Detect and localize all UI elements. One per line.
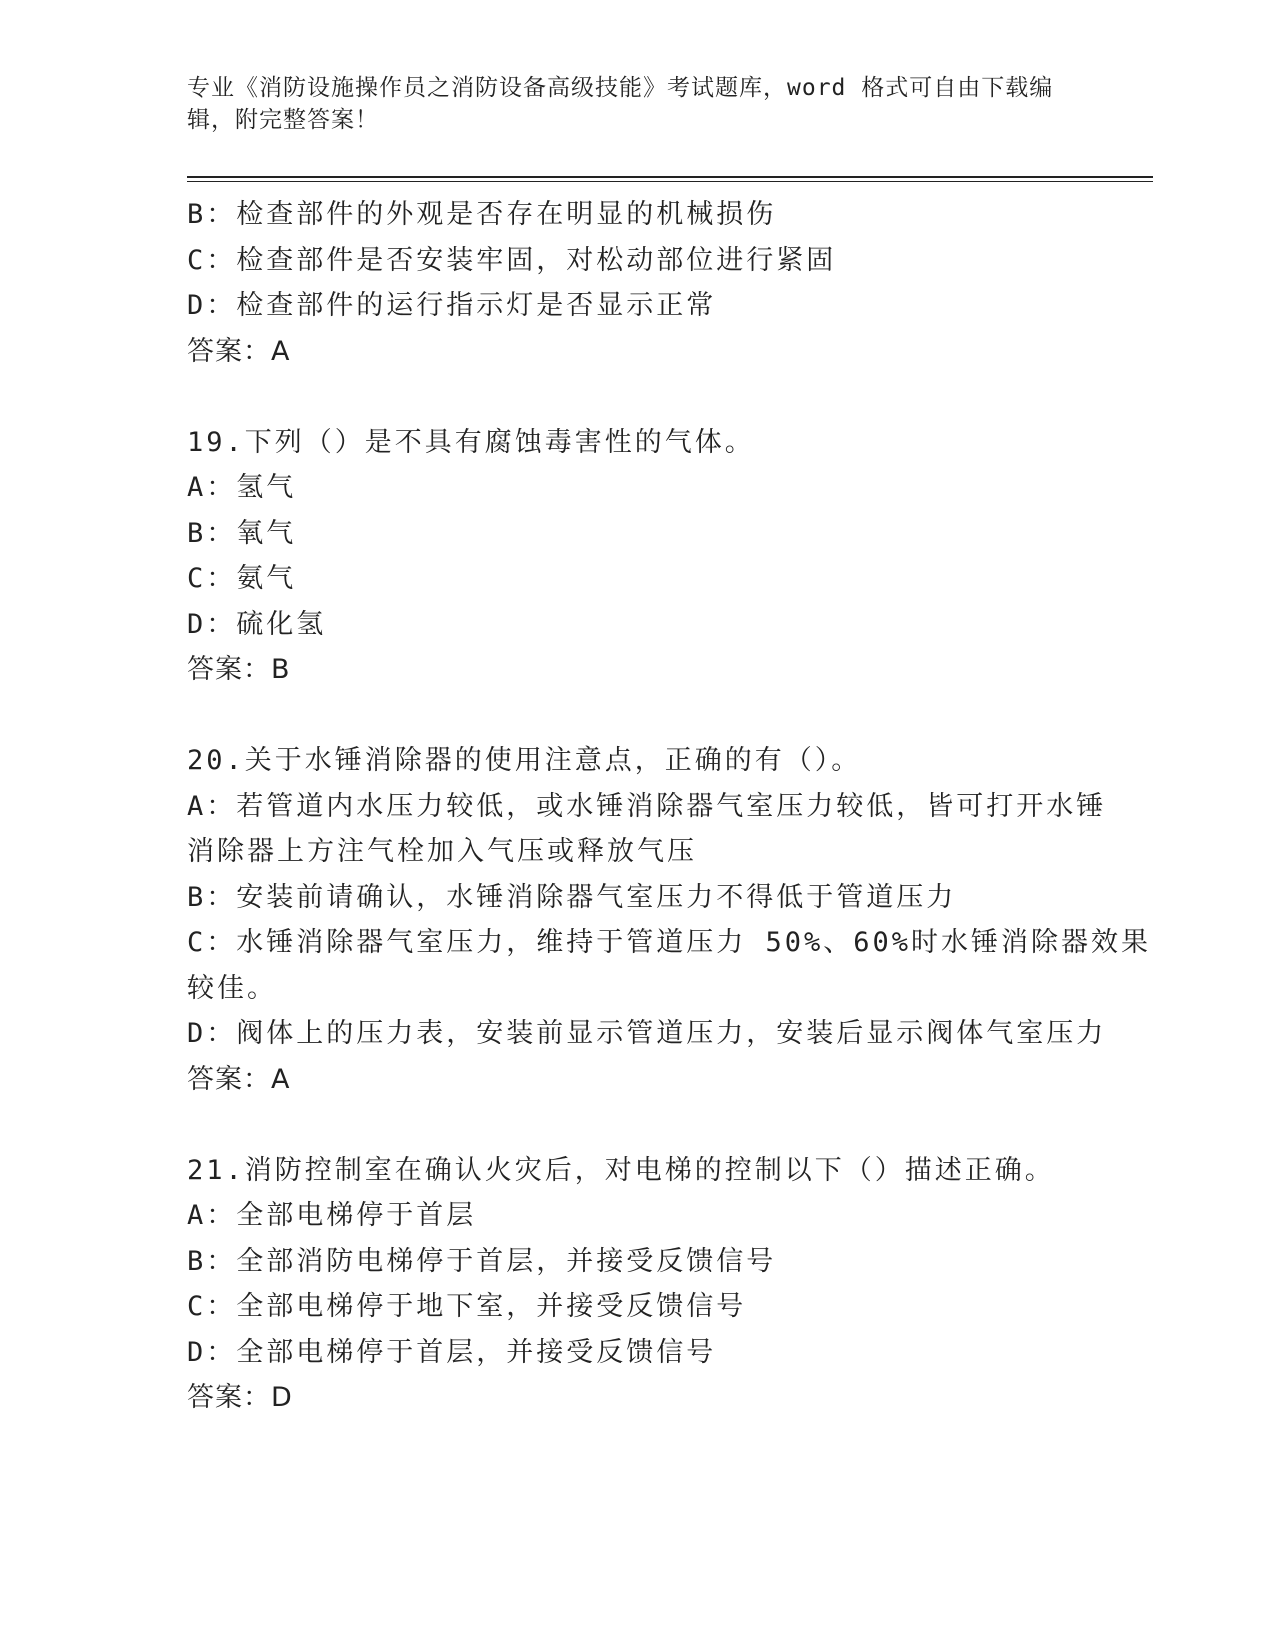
document-header bbox=[187, 72, 1067, 136]
q21-option-a: A：全部电梯停于首层 bbox=[187, 1200, 477, 1231]
q21-stem: 21.消防控制室在确认火灾后，对电梯的控制以下（）描述正确。 bbox=[187, 1154, 1055, 1186]
q18-option-d: D：检查部件的运行指示灯是否显示正常 bbox=[187, 290, 717, 321]
q20-answer: 答案：A bbox=[187, 1063, 291, 1095]
header-divider-thick bbox=[187, 176, 1153, 178]
spacer bbox=[187, 693, 1087, 739]
q20-stem: 20.关于水锤消除器的使用注意点，正确的有（）。 bbox=[187, 745, 862, 776]
q19-stem: 19.下列（）是不具有腐蚀毒害性的气体。 bbox=[187, 426, 755, 458]
q20-option-c-line-1: C：水锤消除器气室压力，维持于管道压力 50%、60%时水锤消除器效果 bbox=[187, 927, 1152, 958]
header-divider-thin bbox=[187, 181, 1153, 182]
question-18-tail bbox=[187, 192, 1087, 374]
question-20 bbox=[187, 738, 1152, 1102]
q20-option-a-line-2: 消除器上方注气栓加入气压或释放气压 bbox=[187, 836, 697, 867]
q21-option-b: B：全部消防电梯停于首层，并接受反馈信号 bbox=[187, 1245, 777, 1277]
question-list bbox=[187, 192, 1152, 1421]
q20-option-d: D：阀体上的压力表，安装前显示管道压力，安装后显示阀体气室压力 bbox=[187, 1018, 1107, 1049]
q21-option-d: D：全部电梯停于首层，并接受反馈信号 bbox=[187, 1336, 717, 1368]
q19-answer: 答案：B bbox=[187, 654, 291, 685]
q20-option-c-line-2: 较佳。 bbox=[187, 972, 277, 1004]
q18-option-c: C：检查部件是否安装牢固，对松动部位进行紧固 bbox=[187, 244, 837, 276]
q19-option-c: C：氨气 bbox=[187, 563, 297, 594]
q20-option-a-line-1: A：若管道内水压力较低，或水锤消除器气室压力较低，皆可打开水锤 bbox=[187, 790, 1107, 822]
q21-answer: 答案：D bbox=[187, 1382, 293, 1413]
q18-option-b: B：检查部件的外观是否存在明显的机械损伤 bbox=[187, 199, 777, 230]
spacer bbox=[187, 1102, 1087, 1148]
header-line-1: 专业《消防设施操作员之消防设备高级技能》考试题库，word 格式可自由下载编 bbox=[187, 75, 1054, 101]
question-21 bbox=[187, 1148, 1087, 1421]
q19-option-d: D：硫化氢 bbox=[187, 608, 327, 640]
question-19 bbox=[187, 420, 1087, 693]
q19-option-b: B：氧气 bbox=[187, 517, 297, 549]
q21-option-c: C：全部电梯停于地下室，并接受反馈信号 bbox=[187, 1291, 747, 1322]
q19-option-a: A：氢气 bbox=[187, 472, 297, 503]
q20-option-b: B：安装前请确认，水锤消除器气室压力不得低于管道压力 bbox=[187, 881, 957, 913]
spacer bbox=[187, 374, 1087, 420]
q18-answer: 答案：A bbox=[187, 335, 291, 367]
header-line-2: 辑，附完整答案！ bbox=[187, 107, 379, 133]
